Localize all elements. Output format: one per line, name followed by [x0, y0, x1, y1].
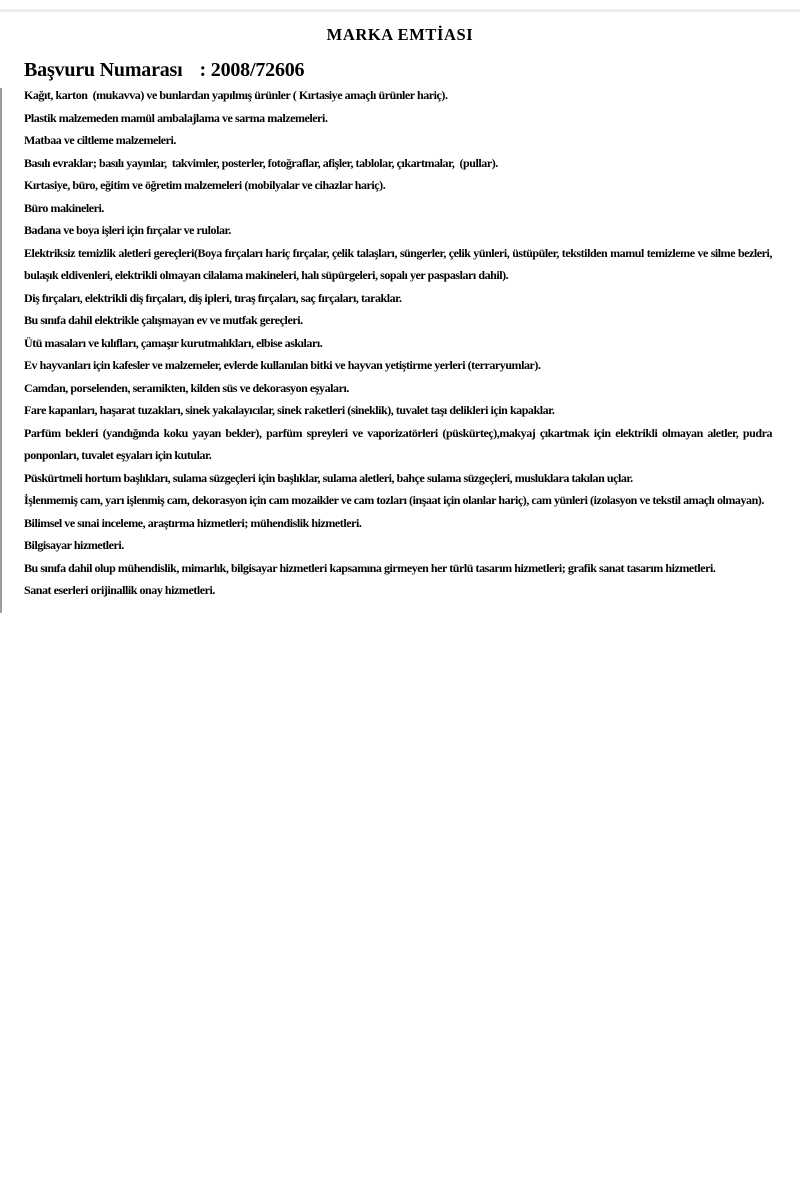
- scan-artifact-left-line: [0, 88, 2, 613]
- goods-item: Badana ve boya işleri için fırçalar ve rulolar.: [24, 223, 231, 237]
- goods-item: Plastik malzemeden mamül ambalajlama ve sarma malzemeleri.: [24, 110, 328, 125]
- goods-item: Kırtasiye, büro, eğitim ve öğretim malzemeleri (mobilyalar ve cihazlar hariç).: [24, 178, 386, 192]
- goods-item: Parfüm bekleri (yandığında koku yayan bekler), parfüm spreyleri ve vaporizatörleri (püskürteç),makyaj çıkartmak için elektrikli olmayan aletler, pudra ponponları, tuvalet eşyaları için kutular.: [24, 425, 775, 462]
- application-number-row: [24, 58, 800, 83]
- goods-item: Püskürtmeli hortum başlıkları, sulama süzgeçleri için başlıklar, sulama aletleri, bahçe sulama süzgeçleri, musluklara takılan uçlar.: [24, 470, 633, 485]
- goods-item: Matbaa ve ciltleme malzemeleri.: [24, 133, 176, 147]
- goods-item: Elektriksiz temizlik aletleri gereçleri(Boya fırçaları hariç fırçalar, çelik talaşları, süngerler, çelik yünleri, üstüpüler, tekstilden mamul temizleme ve silme bezleri, bulaşık eldivenleri, elektrikli olmayan cilalama makineleri, halı süpürgeleri, sopalı yer paspasları dahil).: [24, 245, 775, 282]
- scan-artifact-top-band: [0, 9, 800, 12]
- application-number-label: Başvuru Numarası: [24, 59, 183, 81]
- goods-item: Diş fırçaları, elektrikli diş fırçaları, diş ipleri, tıraş fırçaları, saç fırçaları, taraklar.: [24, 290, 402, 305]
- goods-item: Kağıt, karton (mukavva) ve bunlardan yapılmış ürünler ( Kırtasiye amaçlı ürünler hariç).: [24, 88, 448, 102]
- application-number-separator: :: [199, 59, 206, 81]
- goods-item: İşlenmemiş cam, yarı işlenmiş cam, dekorasyon için cam mozaikler ve cam tozları (inşaat için olanlar hariç), cam yünleri (izolasyon ve tekstil amaçlı olmayan).: [24, 493, 764, 507]
- goods-item: Bu sınıfa dahil elektrikle çalışmayan ev ve mutfak gereçleri.: [24, 313, 303, 327]
- goods-item: Sanat eserleri orijinallik onay hizmetleri.: [24, 583, 215, 597]
- page-title: MARKA EMTİASI: [326, 25, 474, 44]
- goods-item: Bilimsel ve sınai inceleme, araştırma hizmetleri; mühendislik hizmetleri.: [24, 515, 362, 530]
- goods-item: Bilgisayar hizmetleri.: [24, 538, 124, 552]
- goods-item: Ütü masaları ve kılıfları, çamaşır kurutmalıkları, elbise askıları.: [24, 335, 323, 350]
- goods-item: Camdan, porselenden, seramikten, kilden süs ve dekorasyon eşyaları.: [24, 380, 349, 395]
- goods-item: Fare kapanları, haşarat tuzakları, sinek yakalayıcılar, sinek raketleri (sineklik), tuvalet taşı delikleri için kapaklar.: [24, 403, 555, 417]
- goods-item: Bu sınıfa dahil olup mühendislik, mimarlık, bilgisayar hizmetleri kapsamına girmeyen her türlü tasarım hizmetleri; grafik sanat tasarım hizmetleri.: [24, 560, 716, 575]
- goods-item: Basılı evraklar; basılı yayınlar, takvimler, posterler, fotoğraflar, afişler, tablolar, çıkartmalar, (pullar).: [24, 155, 498, 170]
- application-number-value: 2008/72606: [210, 59, 305, 81]
- goods-item: Büro makineleri.: [24, 200, 104, 215]
- goods-item: Ev hayvanları için kafesler ve malzemeler, evlerde kullanılan bitki ve hayvan yetiştirme yerleri (terraryumlar).: [24, 358, 541, 372]
- goods-list: [24, 84, 775, 602]
